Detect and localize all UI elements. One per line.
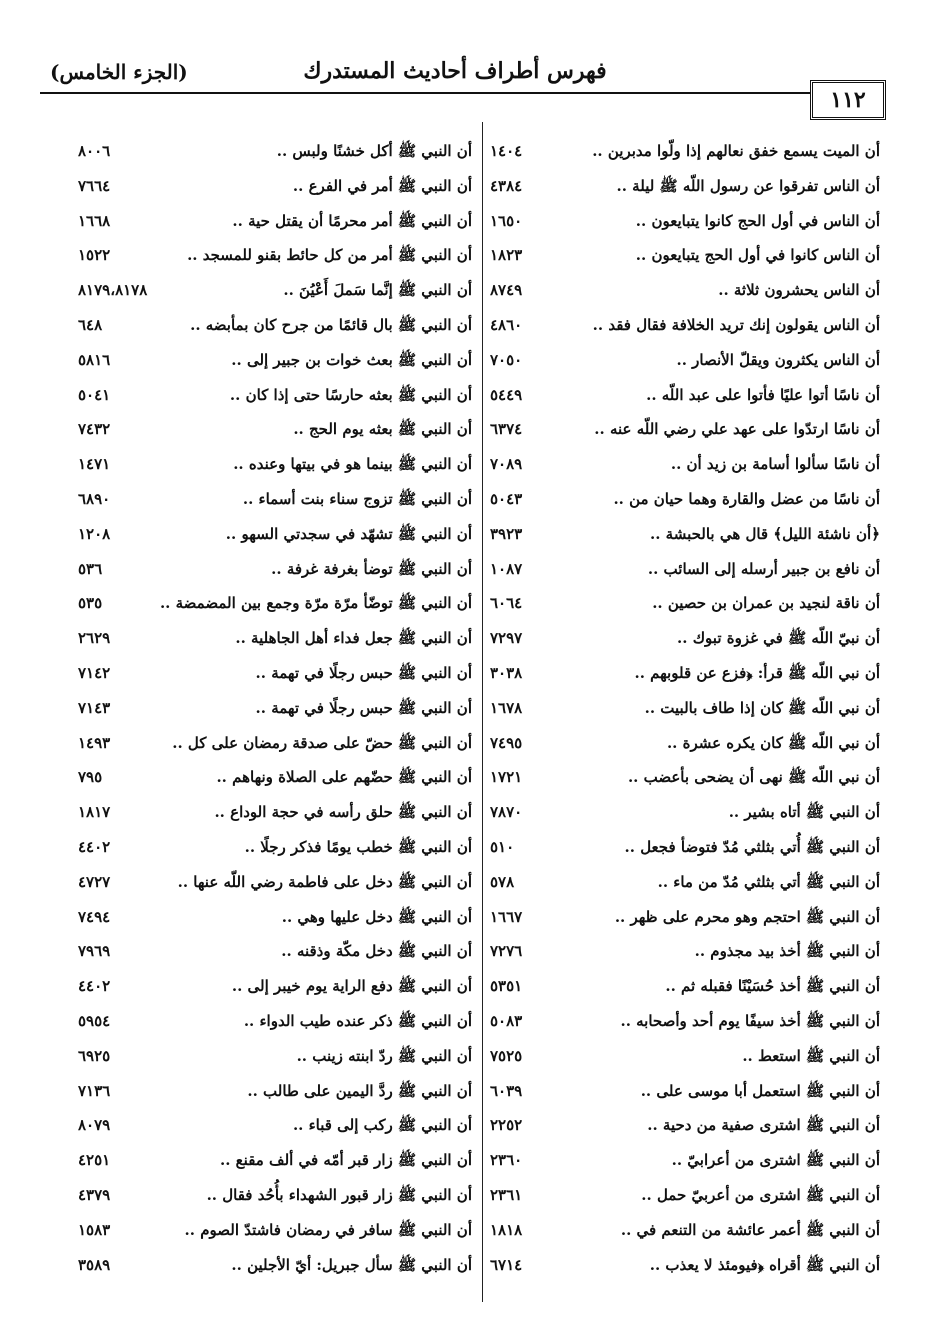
hadith-incipit: أن النبي ﷺ دخل على فاطمة رضي اللّه عنها .. — [177, 872, 472, 891]
hadith-number: ٥٣٥ — [78, 594, 103, 613]
hadith-incipit: أن النبي ﷺ أعمر عائشة من التنعم في .. — [620, 1220, 880, 1239]
hadith-incipit: أن النبي ﷺ أخذ سيفًا يوم أحد وأصحابه .. — [620, 1011, 880, 1030]
index-entry — [488, 621, 880, 656]
index-entry — [60, 378, 472, 413]
hadith-incipit: أن النبي ﷺ دفع الراية يوم خيبر إلى .. — [231, 977, 472, 996]
hadith-number: ٧٠٨٩ — [490, 455, 523, 474]
hadith-incipit: أن الناس يقولون إنك تريد الخلافة فقال فقد .. — [592, 315, 880, 334]
hadith-number: ١٥٨٣ — [78, 1220, 111, 1239]
index-entry — [488, 691, 880, 726]
hadith-number: ٤٤٠٢ — [78, 977, 111, 996]
hadith-incipit: أن النبي ﷺ استعمل أبا موسى على .. — [640, 1081, 880, 1100]
hadith-incipit: أن النبي ﷺ احتجم وهو محرم على ظهر .. — [614, 907, 880, 926]
hadith-number: ٧٤٩٥ — [490, 733, 523, 752]
index-entry — [60, 482, 472, 517]
hadith-number: ٤٤٠٢ — [78, 837, 111, 856]
hadith-incipit: أن النبي ﷺ سافر في رمضان فاشتدّ الصوم .. — [184, 1220, 472, 1239]
index-entry — [60, 656, 472, 691]
hadith-number: ٤٢٥١ — [78, 1151, 111, 1170]
hadith-number: ٢٢٥٢ — [490, 1116, 523, 1135]
index-entry — [60, 1004, 472, 1039]
index-entry — [60, 204, 472, 239]
hadith-number: ١٨١٧ — [78, 803, 111, 822]
hadith-number: ٥٧٨ — [490, 872, 515, 891]
hadith-incipit: أن النبي ﷺ حضّ على صدقة رمضان على كل .. — [172, 733, 472, 752]
index-entry — [488, 552, 880, 587]
hadith-incipit: أن نبي اللّه ﷺ نهى أن يضحى بأعضب .. — [627, 768, 880, 787]
index-entry — [488, 934, 880, 969]
hadith-incipit: أن النبي ﷺ بال قائمًا من جرح كان بمأبضه .. — [190, 315, 472, 334]
index-entry — [60, 691, 472, 726]
index-entry — [488, 204, 880, 239]
hadith-number: ٦٠٣٩ — [490, 1081, 523, 1100]
hadith-incipit: أن النبي ﷺ توضأ بغرفة غرفة .. — [271, 559, 472, 578]
index-entry — [488, 760, 880, 795]
hadith-number: ١٠٨٧ — [490, 559, 523, 578]
hadith-number: ٧٢٩٧ — [490, 629, 523, 648]
page-title: فهرس أطراف أحاديث المستدرك — [303, 58, 607, 84]
index-entry — [488, 865, 880, 900]
hadith-incipit: أن النبي ﷺ أخذ حُسَيْنًا فقبله ثم .. — [665, 977, 880, 996]
hadith-incipit: أن النبي ﷺ جعل فداء أهل الجاهلية .. — [235, 629, 472, 648]
index-entry — [60, 1178, 472, 1213]
hadith-number: ٢٣٦٠ — [490, 1151, 523, 1170]
hadith-incipit: أن النبي ﷺ بعثه حارسًا حتى إذا كان .. — [229, 385, 472, 404]
hadith-number: ٦٤٨ — [78, 315, 103, 334]
index-entry — [488, 238, 880, 273]
index-entry — [488, 830, 880, 865]
hadith-incipit: أن النبي ﷺ بعث خوات بن جبير إلى .. — [231, 350, 472, 369]
hadith-incipit: أن النبي ﷺ بينما هو في بيتها وعنده .. — [233, 455, 472, 474]
hadith-number: ٥٩٥٤ — [78, 1011, 111, 1030]
index-entry — [488, 273, 880, 308]
index-entry — [488, 1213, 880, 1248]
hadith-incipit: أن النبي ﷺ أخذ بيد مجذوم .. — [694, 942, 880, 961]
hadith-incipit: أن النبي ﷺ أمر من كل حائط بقنو للمسجد .. — [187, 246, 472, 265]
index-entry — [488, 1074, 880, 1109]
index-entry — [488, 169, 880, 204]
hadith-incipit: أن النبي ﷺ أكل خشنًا ولبس .. — [276, 142, 472, 160]
hadith-number: ٧٦٦٤ — [78, 176, 111, 195]
hadith-incipit: ﴿أن ناشئة الليل﴾ قال هي بالحبشة .. — [649, 524, 880, 543]
hadith-number: ٥٨١٦ — [78, 350, 111, 369]
hadith-number: ١٦٦٨ — [78, 211, 111, 230]
index-entry — [60, 273, 472, 308]
index-entry — [488, 1004, 880, 1039]
index-entry — [488, 1108, 880, 1143]
index-entry — [60, 760, 472, 795]
hadith-incipit: أن النبي ﷺ حضّهم على الصلاة ونهاهم .. — [216, 768, 472, 787]
column-divider — [482, 122, 483, 1302]
hadith-number: ٧٨٧٠ — [490, 803, 523, 822]
index-entry — [488, 378, 880, 413]
hadith-number: ٧٢٧٦ — [490, 942, 523, 961]
hadith-incipit: أن النبي ﷺ تزوج سناء بنت أسماء .. — [242, 489, 472, 508]
index-entry — [60, 830, 472, 865]
hadith-incipit: أن النبي ﷺ دخل عليها وهي .. — [281, 907, 472, 926]
hadith-incipit: أن النبي ﷺ زار قبور الشهداء بأُحُد فقال .. — [206, 1185, 472, 1204]
hadith-number: ١٤٧١ — [78, 455, 111, 474]
index-entry — [60, 1039, 472, 1074]
hadith-incipit: أن النبي ﷺ أتي بثلثي مُدّ من ماء .. — [657, 872, 880, 891]
hadith-incipit: أن الناس في أول الحج كانوا يتبايعون .. — [635, 211, 880, 230]
hadith-number: ٧٩٦٩ — [78, 942, 111, 961]
page-number-box: ١١٢ — [810, 80, 886, 120]
hadith-incipit: أن النبي ﷺ أمر في الفرع .. — [292, 176, 472, 195]
hadith-number: ٥٠٤١ — [78, 385, 111, 404]
hadith-incipit: أن النبي ﷺ ردّ ابنته زينب .. — [296, 1046, 472, 1065]
volume-label: (الجزء الخامس) — [50, 60, 188, 84]
hadith-incipit: أن ناسًا ارتدّوا على عهد علي رضي اللّه عنه .. — [594, 420, 880, 439]
hadith-incipit: أن النبي ﷺ تشهّد في سجدتي السهو .. — [225, 524, 472, 543]
hadith-incipit: أن الناس تفرقوا عن رسول اللّه ﷺ ليلة .. — [616, 176, 880, 195]
hadith-number: ٦٠٦٤ — [490, 594, 523, 613]
hadith-number: ٤٣٧٩ — [78, 1185, 111, 1204]
hadith-incipit: أن نبي اللّه ﷺ كان إذا طاف بالبيت .. — [644, 698, 880, 717]
hadith-number: ٥٠٨٣ — [490, 1011, 523, 1030]
hadith-incipit: أن النبي ﷺ أتاه بشير .. — [728, 803, 880, 822]
index-entry — [488, 308, 880, 343]
hadith-incipit: أن النبي ﷺ بعثه يوم الحج .. — [293, 420, 472, 439]
hadith-number: ١٢٠٨ — [78, 524, 111, 543]
hadith-incipit: أن الناس يحشرون ثلاثة .. — [718, 281, 880, 300]
index-entry — [60, 1143, 472, 1178]
hadith-number: ٧٤٩٤ — [78, 907, 111, 926]
index-entry — [60, 169, 472, 204]
hadith-incipit: أن النبي ﷺ أُتي بثلثي مُدّ فتوضأ فجعل .. — [624, 837, 880, 856]
hadith-incipit: أن النبي ﷺ توضّأ مرّة مرّة وجمع بين المضمضة .. — [159, 594, 472, 613]
index-entry — [60, 343, 472, 378]
hadith-number: ٧٥٢٥ — [490, 1046, 523, 1065]
hadith-incipit: أن نافع بن جبير أرسله إلى السائب .. — [647, 559, 880, 578]
index-entry — [488, 795, 880, 830]
index-entry — [60, 726, 472, 761]
hadith-number: ٢٣٦١ — [490, 1185, 523, 1204]
hadith-number: ١٤٠٤ — [490, 142, 523, 160]
hadith-incipit: أن النبي ﷺ اشترى صفية من دحية .. — [647, 1116, 880, 1135]
index-entry — [60, 795, 472, 830]
hadith-number: ١٦٧٨ — [490, 698, 523, 717]
index-entry — [60, 865, 472, 900]
index-entry — [60, 586, 472, 621]
hadith-incipit: أن الميت يسمع خفق نعالهم إذا ولّوا مدبرين .. — [592, 142, 880, 160]
index-entry — [60, 1108, 472, 1143]
index-entry — [60, 1248, 472, 1283]
hadith-incipit: أن الناس كانوا في أول الحج يتبايعون .. — [635, 246, 880, 265]
index-entry — [488, 343, 880, 378]
index-entry — [60, 900, 472, 935]
index-entry — [488, 447, 880, 482]
index-entry — [60, 238, 472, 273]
hadith-number: ٦٧١٤ — [490, 1255, 523, 1274]
hadith-number: ١٨١٨ — [490, 1220, 523, 1239]
hadith-number: ٦٣٧٤ — [490, 420, 523, 439]
hadith-number: ٨١٧٩،٨١٧٨ — [78, 281, 148, 300]
hadith-number: ٥٠٤٣ — [490, 489, 523, 508]
right-column — [488, 134, 880, 1282]
index-entry — [60, 134, 472, 169]
hadith-incipit: أن نبي اللّه ﷺ قرأ: ﴿فزع عن قلوبهم .. — [634, 663, 880, 682]
hadith-number: ٧٠٥٠ — [490, 350, 523, 369]
hadith-incipit: أن ناسًا من عضل والقارة وهما حيان من .. — [613, 489, 880, 508]
header-rule — [40, 92, 810, 94]
hadith-number: ١٦٦٧ — [490, 907, 523, 926]
index-entry — [488, 517, 880, 552]
hadith-incipit: أن النبي ﷺ دخل مكّة وذقنه .. — [281, 942, 472, 961]
index-entry — [60, 517, 472, 552]
hadith-number: ٧٤٣٢ — [78, 420, 111, 439]
hadith-incipit: أن النبي ﷺ حلق رأسه في حجة الوداع .. — [214, 803, 472, 822]
hadith-incipit: أن النبي ﷺ حبس رجلًا في تهمة .. — [255, 698, 472, 717]
hadith-number: ٢٦٢٩ — [78, 629, 111, 648]
index-entry — [60, 969, 472, 1004]
hadith-incipit: أن النبي ﷺ ركب إلى قباء .. — [292, 1116, 472, 1135]
running-header — [40, 56, 895, 92]
hadith-incipit: أن النبي ﷺ حبس رجلًا في تهمة .. — [255, 663, 472, 682]
hadith-incipit: أن النبي ﷺ استعط .. — [742, 1046, 880, 1065]
index-entry — [60, 1213, 472, 1248]
hadith-incipit: أن ناسًا أتوا عليًا فأتوا على عبد اللّه .. — [646, 385, 880, 404]
index-entry — [488, 1143, 880, 1178]
hadith-incipit: أن النبي ﷺ أمر محرمًا أن يقتل حية .. — [232, 211, 472, 230]
hadith-number: ٣٩٢٣ — [490, 524, 523, 543]
index-entry — [60, 621, 472, 656]
index-entry — [60, 1074, 472, 1109]
hadith-incipit: أن النبي ﷺ سأل جبريل: أيّ الأجلين .. — [231, 1255, 472, 1274]
hadith-number: ٧١٤٢ — [78, 663, 111, 682]
index-entry — [488, 1039, 880, 1074]
hadith-incipit: أن النبي ﷺ خطب يومًا فذكر رجلًا .. — [244, 837, 472, 856]
hadith-number: ٥٤٤٩ — [490, 385, 523, 404]
hadith-incipit: أن الناس يكثرون ويقلّ الأنصار .. — [676, 350, 880, 369]
hadith-incipit: أن ناقة لنجيد بن عمران بن حصين .. — [652, 594, 880, 613]
hadith-number: ٨٠٧٩ — [78, 1116, 111, 1135]
hadith-incipit: أن ناسًا سألوا أسامة بن زيد أن .. — [670, 455, 880, 474]
index-entry — [488, 482, 880, 517]
index-entry — [488, 656, 880, 691]
hadith-number: ٧١٤٣ — [78, 698, 111, 717]
index-entry — [488, 1178, 880, 1213]
hadith-number: ٥٣٦ — [78, 559, 103, 578]
hadith-number: ٨٠٠٦ — [78, 142, 111, 160]
hadith-incipit: أن نبيّ اللّه ﷺ في غزوة تبوك .. — [677, 629, 880, 648]
index-entry — [60, 934, 472, 969]
index-entry — [488, 586, 880, 621]
left-column — [60, 134, 472, 1282]
hadith-incipit: أن النبي ﷺ ردَّ اليمين على طالب .. — [247, 1081, 472, 1100]
hadith-incipit: أن النبي ﷺ زار قبر أمّه في ألف مقنع .. — [220, 1151, 472, 1170]
hadith-incipit: أن النبي ﷺ إنَّما سَملَ أَعْيُنَ .. — [283, 281, 472, 300]
hadith-number: ٤٧٢٧ — [78, 872, 111, 891]
hadith-number: ٥٣٥١ — [490, 977, 523, 996]
hadith-number: ٧١٣٦ — [78, 1081, 111, 1100]
index-entry — [60, 447, 472, 482]
index-entry — [60, 552, 472, 587]
hadith-incipit: أن النبي ﷺ اشترى من أعرابيّ .. — [671, 1151, 880, 1170]
index-entry — [488, 969, 880, 1004]
index-entry — [488, 1248, 880, 1283]
hadith-number: ١٤٩٣ — [78, 733, 111, 752]
hadith-number: ٦٩٢٥ — [78, 1046, 111, 1065]
hadith-number: ٨٧٤٩ — [490, 281, 523, 300]
hadith-number: ١٦٥٠ — [490, 211, 523, 230]
hadith-number: ٤٨٦٠ — [490, 315, 523, 334]
hadith-number: ٧٩٥ — [78, 768, 103, 787]
hadith-number: ٦٨٩٠ — [78, 489, 111, 508]
hadith-number: ٣٥٨٩ — [78, 1255, 111, 1274]
hadith-number: ٥١٠ — [490, 837, 515, 856]
hadith-incipit: أن النبي ﷺ أقراه ﴿فيومئذ لا يعذب .. — [649, 1255, 880, 1274]
index-entry — [60, 308, 472, 343]
hadith-incipit: أن النبي ﷺ اشترى من أعربيّ حمل .. — [641, 1185, 880, 1204]
index-entry — [488, 900, 880, 935]
hadith-number: ٤٣٨٤ — [490, 176, 523, 195]
hadith-number: ١٧٢١ — [490, 768, 523, 787]
index-entry — [488, 726, 880, 761]
hadith-number: ١٥٢٢ — [78, 246, 111, 265]
index-entry — [488, 412, 880, 447]
hadith-incipit: أن نبي اللّه ﷺ كان يكره عشرة .. — [666, 733, 880, 752]
index-entry — [60, 412, 472, 447]
hadith-incipit: أن النبي ﷺ ذكر عنده طيب الدواء .. — [243, 1011, 472, 1030]
hadith-number: ١٨٢٣ — [490, 246, 523, 265]
index-entry — [488, 134, 880, 169]
hadith-number: ٣٠٣٨ — [490, 663, 523, 682]
